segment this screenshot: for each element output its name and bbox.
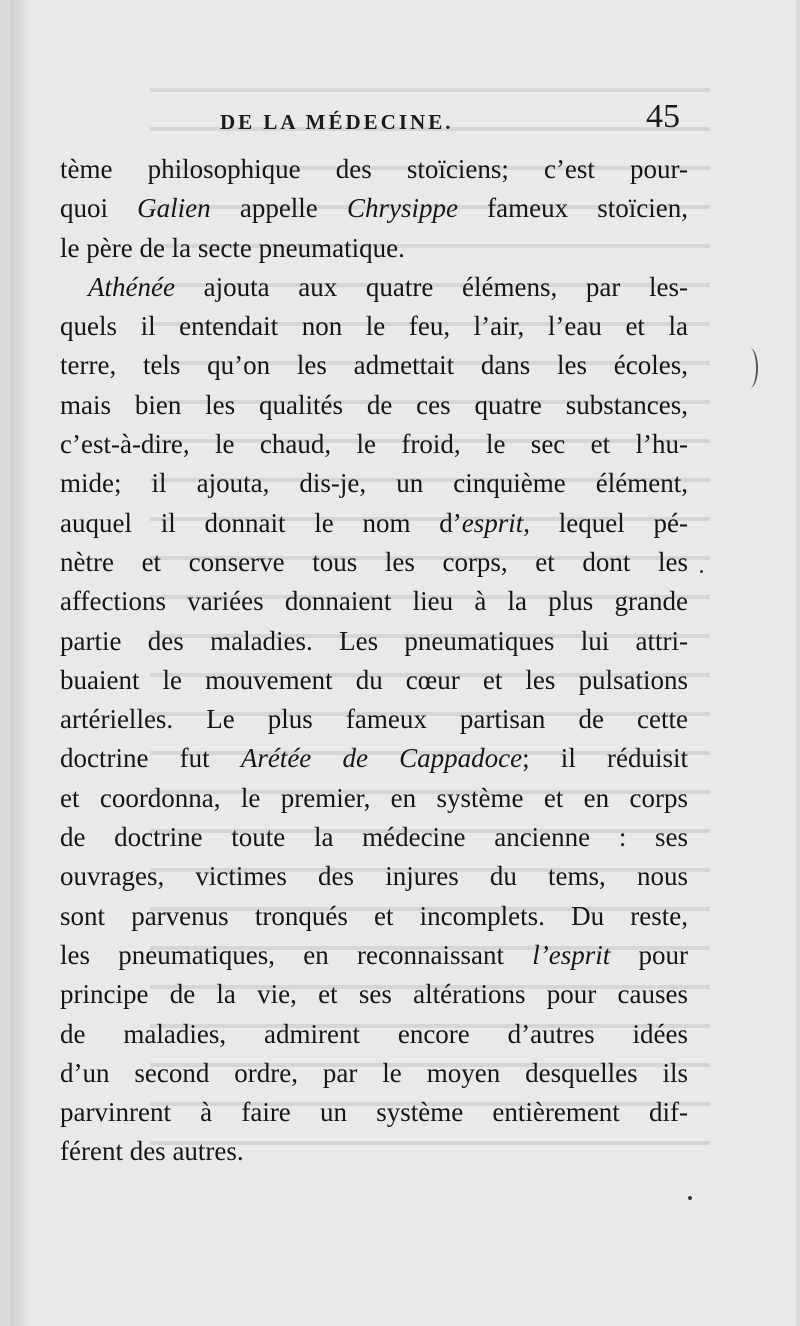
text-segment: principe de la vie, et ses altérations pour causes bbox=[60, 979, 688, 1010]
text-segment: c’est-à-dire, le chaud, le froid, le sec et l’hu- bbox=[60, 429, 688, 460]
text-line bbox=[60, 857, 688, 896]
margin-bracket-mark bbox=[742, 348, 758, 388]
gutter-shadow bbox=[10, 0, 32, 1326]
text-segment: mide; il ajouta, dis-je, un cinquième élément, bbox=[60, 468, 688, 499]
text-segment: parvinrent à faire un système entièrement dif- bbox=[60, 1097, 688, 1128]
text-line bbox=[60, 975, 688, 1014]
running-head: DE LA MÉDECINE. bbox=[220, 110, 454, 134]
text-segment: les pneumatiques, en reconnaissant bbox=[60, 939, 533, 970]
text-line bbox=[60, 700, 688, 739]
text-segment: affections variées donnaient lieu à la plus grande bbox=[60, 586, 688, 617]
text-segment: quoi bbox=[60, 193, 138, 224]
text-line bbox=[60, 779, 688, 818]
italic-name: Chrysippe bbox=[346, 193, 458, 224]
text-line bbox=[60, 936, 688, 975]
text-line bbox=[60, 1054, 688, 1093]
ink-speck bbox=[700, 570, 703, 573]
text-segment: ; il réduisit bbox=[522, 743, 688, 774]
text-line bbox=[60, 1132, 688, 1171]
text-segment: ajouta aux quatre élémens, par les- bbox=[174, 271, 688, 302]
text-segment: artérielles. Le plus fameux partisan de cette bbox=[60, 704, 688, 735]
text-segment: de maladies, admirent encore d’autres idées bbox=[60, 1018, 688, 1049]
text-line bbox=[60, 1015, 688, 1054]
text-segment: férent des autres. bbox=[60, 1136, 244, 1167]
italic-name: Athénée bbox=[88, 271, 175, 302]
text-segment: tème philosophique des stoïciens; c’est pour- bbox=[60, 154, 688, 184]
text-segment: fameux stoïcien, bbox=[457, 193, 688, 224]
text-line bbox=[60, 268, 688, 307]
text-line bbox=[60, 150, 688, 189]
text-segment: buaient le mouvement du cœur et les pulsations bbox=[60, 664, 688, 695]
text-line bbox=[60, 622, 688, 661]
body-text bbox=[60, 150, 688, 1172]
text-line bbox=[60, 189, 688, 228]
text-segment: pour bbox=[610, 939, 688, 970]
text-line bbox=[60, 582, 688, 621]
ink-speck bbox=[688, 1196, 692, 1200]
text-segment: ouvrages, victimes des injures du tems, nous bbox=[60, 861, 688, 892]
italic-name: esprit bbox=[461, 507, 524, 538]
text-line bbox=[60, 1093, 688, 1132]
text-segment: terre, tels qu’on les admettait dans les écoles, bbox=[60, 350, 688, 381]
text-segment: le père de la secte pneumatique. bbox=[60, 232, 405, 263]
text-line bbox=[60, 661, 688, 700]
text-line bbox=[60, 897, 688, 936]
text-line bbox=[60, 386, 688, 425]
text-line bbox=[60, 818, 688, 857]
page-number: 45 bbox=[646, 98, 680, 135]
text-line bbox=[60, 307, 688, 346]
text-line bbox=[60, 504, 688, 543]
text-segment: quels il entendait non le feu, l’air, l’eau et la bbox=[60, 311, 688, 342]
italic-name: l’esprit bbox=[532, 939, 611, 970]
text-segment: mais bien les qualités de ces quatre substances, bbox=[60, 389, 688, 420]
italic-name: Arétée de Cappadoce bbox=[240, 743, 523, 774]
text-segment: auquel il donnait le nom d’ bbox=[60, 507, 462, 538]
text-line bbox=[60, 543, 688, 582]
text-segment: , lequel pé- bbox=[523, 507, 689, 538]
italic-name: Galien bbox=[137, 193, 211, 224]
text-segment: doctrine fut bbox=[60, 743, 241, 774]
text-line bbox=[60, 739, 688, 778]
page-header bbox=[60, 100, 690, 140]
text-segment: appelle bbox=[210, 193, 347, 224]
text-segment: nètre et conserve tous les corps, et dont les bbox=[60, 546, 688, 577]
text-segment: d’un second ordre, par le moyen desquelles ils bbox=[60, 1057, 688, 1088]
text-line bbox=[60, 229, 688, 268]
text-line bbox=[60, 346, 688, 385]
text-line bbox=[60, 425, 688, 464]
text-segment: et coordonna, le premier, en système et en corps bbox=[60, 782, 688, 813]
book-page bbox=[10, 0, 796, 1326]
text-line bbox=[60, 464, 688, 503]
text-segment: partie des maladies. Les pneumatiques lui attri- bbox=[60, 625, 688, 656]
text-segment: de doctrine toute la médecine ancienne : ses bbox=[60, 822, 688, 853]
text-segment: sont parvenus tronqués et incomplets. Du reste, bbox=[60, 900, 688, 931]
